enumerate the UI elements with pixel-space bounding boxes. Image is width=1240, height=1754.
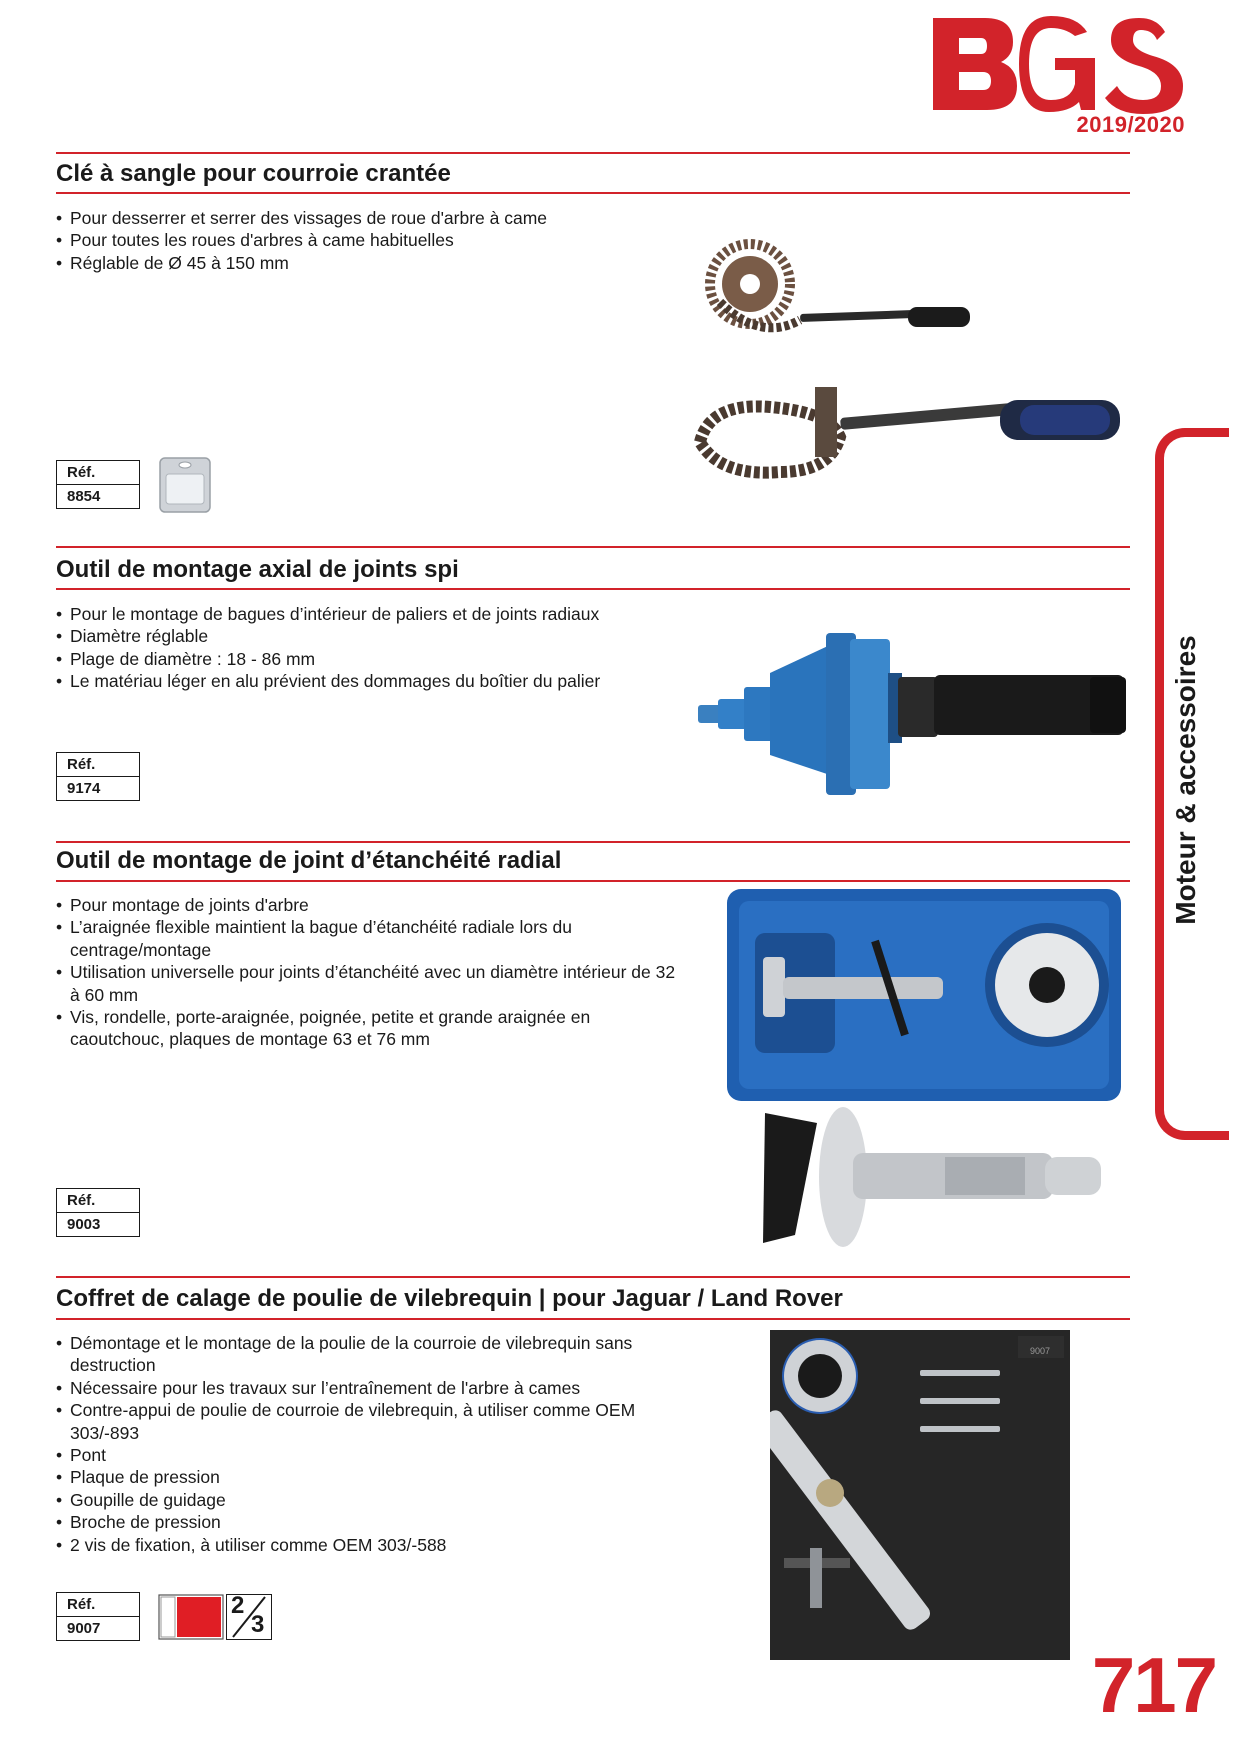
feature-item: • Pour le montage de bagues d’intérieur de paliers et de joints radiaux (56, 603, 696, 625)
reference-box (56, 1188, 140, 1237)
section-rule-bottom (56, 1318, 1130, 1320)
tray-fraction (226, 1594, 272, 1640)
section-rule-top (56, 152, 1130, 154)
catalog-year: 2019/2020 (1076, 112, 1185, 137)
crankshaft-pulley-tool-tray-photo (770, 1330, 1070, 1660)
feature-list (56, 1332, 696, 1556)
feature-item: • Le matériau léger en alu prévient des dommages du boîtier du palier (56, 670, 696, 692)
hang-tag-icon (158, 456, 212, 514)
feature-item: • Vis, rondelle, porte-araignée, poignée, petite et grande araignée en caoutchouc, plaques de montage 63 et 76 mm (56, 1006, 676, 1051)
tray-fill-icon (158, 1594, 224, 1640)
section-rule-top (56, 1276, 1130, 1278)
ref-label: Réf. (57, 1189, 139, 1213)
feature-list (56, 603, 696, 693)
feature-item: • L’araignée flexible maintient la bague d’étanchéité radiale lors du centrage/montage (56, 916, 676, 961)
section-title: Clé à sangle pour courroie crantée (56, 160, 451, 187)
feature-item: • Utilisation universelle pour joints d’étanchéité avec un diamètre intérieur de 32 à 60 mm (56, 961, 676, 1006)
ref-value: 9174 (67, 780, 101, 797)
reference-box (56, 752, 140, 801)
section-rule-bottom (56, 588, 1130, 590)
belt-strap-wrench-photo (690, 232, 1140, 497)
tray-size-icon (158, 1594, 272, 1640)
section-title: Outil de montage de joint d’étanchéité radial (56, 847, 562, 874)
feature-item: • Contre-appui de poulie de courroie de vilebrequin, à utiliser comme OEM 303/-893 (56, 1399, 696, 1444)
radial-seal-installer-case-photo (725, 885, 1125, 1263)
section-rule-top (56, 546, 1130, 548)
feature-item: • Pont (56, 1444, 696, 1466)
page-number: 717 (1091, 1641, 1216, 1729)
axial-seal-installer-photo (690, 625, 1140, 800)
feature-item: • Pour toutes les roues d'arbres à came habituelles (56, 229, 656, 251)
feature-item: • Plaque de pression (56, 1466, 696, 1488)
feature-item: • Pour desserrer et serrer des vissages de roue d'arbre à came (56, 207, 656, 229)
feature-item: • Broche de pression (56, 1511, 696, 1533)
feature-item: • Nécessaire pour les travaux sur l’entraînement de l'arbre à cames (56, 1377, 696, 1399)
feature-item: • Démontage et le montage de la poulie de la courroie de vilebrequin sans destruction (56, 1332, 696, 1377)
ref-value: 8854 (67, 488, 101, 505)
feature-item: • Pour montage de joints d'arbre (56, 894, 676, 916)
section-rule-bottom (56, 192, 1130, 194)
feature-item: • Plage de diamètre : 18 - 86 mm (56, 648, 696, 670)
reference-box (56, 1592, 140, 1641)
bgs-logo (925, 10, 1190, 115)
feature-list (56, 894, 676, 1051)
feature-item: • Goupille de guidage (56, 1489, 696, 1511)
category-label: Moteur & accessoires (1170, 635, 1201, 925)
ref-label: Réf. (57, 753, 139, 777)
ref-value: 9007 (67, 1620, 101, 1637)
feature-item: • Réglable de Ø 45 à 150 mm (56, 252, 656, 274)
ref-value: 9003 (67, 1216, 101, 1233)
tray-fraction-denominator: 3 (251, 1611, 265, 1638)
reference-box (56, 460, 140, 509)
section-title: Outil de montage axial de joints spi (56, 556, 459, 583)
feature-item: • Diamètre réglable (56, 625, 696, 647)
tray-label: 9007 (1029, 1346, 1051, 1356)
feature-item: • 2 vis de fixation, à utiliser comme OEM 303/-588 (56, 1534, 696, 1556)
section-rule-top (56, 841, 1130, 843)
tray-fraction-numerator: 2 (231, 1592, 245, 1619)
section-rule-bottom (56, 880, 1130, 882)
feature-list (56, 207, 656, 274)
ref-label: Réf. (57, 1593, 139, 1617)
ref-label: Réf. (57, 461, 139, 485)
section-title: Coffret de calage de poulie de vilebrequin | pour Jaguar / Land Rover (56, 1285, 843, 1312)
